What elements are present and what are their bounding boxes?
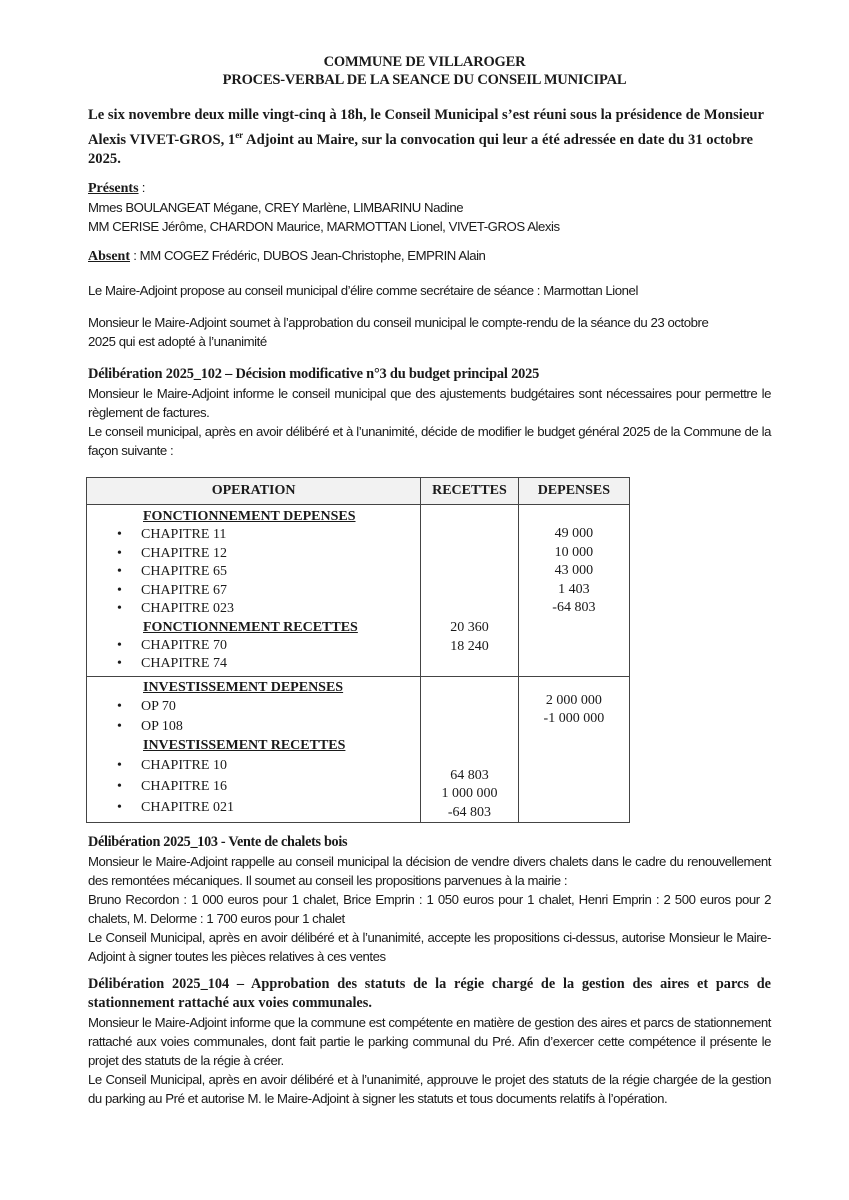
value-cell: 49 000 [554, 526, 594, 541]
intro-paragraph [88, 106, 771, 169]
list-item [87, 755, 420, 776]
presents-label: Présents [88, 181, 139, 196]
item-label: CHAPITRE 11 [141, 527, 227, 542]
item-label: CHAPITRE 16 [141, 778, 227, 794]
bullet-icon: • [117, 799, 122, 815]
delib-103-p2: Bruno Recordon : 1 000 euros pour 1 chalet, Brice Emprin : 1 050 euros pour 1 chalet, Henri Emprin : 2 500 euros pour 2 chalets, M. Delorme : 1 700 euros pour 1 chalet [88, 892, 771, 926]
bullet-icon: • [117, 601, 122, 616]
budget-table-header [87, 478, 630, 505]
list-item [87, 776, 420, 797]
delib-102-title: Délibération 2025_102 – Décision modificative n°3 du budget principal 2025 [88, 366, 540, 382]
value-cell: -64 803 [552, 600, 596, 615]
value-cell: 20 360 [450, 620, 489, 635]
approval-line-2: 2025 qui est adopté à l’unanimité [88, 334, 267, 349]
value-cell: -64 803 [447, 804, 492, 820]
value-cell: 1 000 000 [441, 786, 498, 801]
bullet-icon: • [117, 545, 122, 561]
value-cell: 10 000 [554, 544, 594, 560]
list-item [87, 637, 420, 656]
section-title: INVESTISSEMENT RECETTES [143, 737, 346, 753]
depenses-investissement [518, 676, 629, 823]
bullet-icon: • [117, 656, 122, 671]
item-label: CHAPITRE 67 [141, 582, 227, 598]
item-label: CHAPITRE 74 [141, 656, 227, 671]
absent-text: : MM COGEZ Frédéric, DUBOS Jean-Christophe, EMPRIN Alain [130, 248, 486, 263]
presents-block [88, 178, 771, 236]
item-label: CHAPITRE 023 [141, 601, 234, 616]
intro-line-1: Le six novembre deux mille vingt-cinq à 18h, le Conseil Municipal s’est réuni sous la présidence de Monsieur [88, 107, 764, 123]
item-label: CHAPITRE 021 [141, 799, 234, 815]
bullet-icon: • [117, 698, 122, 714]
list-item [87, 563, 420, 582]
value-cell: 1 403 [558, 581, 590, 597]
list-item [87, 526, 420, 545]
delib-104-title: Délibération 2025_104 – Approbation des statuts de la régie chargé de la gestion des aires et parcs de stationnement rattaché aux voies communales. [88, 976, 771, 1011]
absent-block [88, 246, 771, 266]
bullet-icon: • [117, 718, 122, 734]
intro-line-2 [88, 126, 771, 150]
intro-line-3: 2025. [88, 150, 121, 167]
item-label: CHAPITRE 65 [141, 564, 227, 579]
commune-title: COMMUNE DE VILLAROGER [323, 54, 526, 70]
item-label: OP 70 [141, 698, 176, 714]
delib-102-p2: Le conseil municipal, après en avoir délibéré et à l’unanimité, décide de modifier le budget général 2025 de la Commune de la façon suivante : [88, 424, 771, 458]
section-title: FONCTIONNEMENT RECETTES [143, 619, 358, 635]
operations-investissement [87, 676, 421, 823]
item-label: CHAPITRE 70 [141, 637, 227, 653]
recettes-investissement [421, 676, 519, 823]
delib-103-p3: Le Conseil Municipal, après en avoir délibéré et à l’unanimité, accepte les propositions ci-dessus, autorise Monsieur le Maire-Adjoint à signer toutes les pièces relatives à ces ventes [88, 930, 771, 964]
absent-label: Absent [88, 249, 131, 264]
intro-line-2b: Adjoint au Maire, sur la convocation qui leur a été adressée en date du 31 octobre [243, 131, 754, 148]
bullet-icon: • [117, 582, 122, 598]
delib-102-p1: Monsieur le Maire-Adjoint informe le conseil municipal que des ajustements budgétaires sont nécessaires pour permettre le règlement de factures. [88, 386, 771, 420]
list-item [87, 600, 420, 619]
recettes-fonctionnement [421, 505, 519, 677]
value-cell: -1 000 000 [543, 711, 605, 726]
value-cell: 64 803 [450, 767, 489, 783]
header-operation: OPERATION [87, 478, 421, 505]
bullet-icon: • [117, 757, 122, 773]
operations-fonctionnement [87, 505, 421, 677]
header-recettes: RECETTES [421, 478, 519, 505]
presents-suffix: : [138, 180, 145, 195]
bullet-icon: • [117, 637, 122, 653]
approval-line-1: Monsieur le Maire-Adjoint soumet à l’approbation du conseil municipal le compte-rendu de la séance du 23 octobre [88, 315, 709, 330]
item-label: OP 108 [141, 718, 183, 734]
list-item [87, 582, 420, 601]
value-cell: 43 000 [554, 563, 594, 578]
depenses-fonctionnement [518, 505, 629, 677]
delib-103-title: Délibération 2025_103 - Vente de chalets bois [88, 834, 348, 850]
delib-104-p2: Le Conseil Municipal, après en avoir délibéré et à l’unanimité, approuve le projet des statuts de la régie chargée de la gestion du parking au Pré et autorise M. le Maire-Adjoint à signer les statuts et tous documents relatifs à l’opération. [88, 1072, 771, 1106]
item-label: CHAPITRE 10 [141, 757, 227, 773]
delib-104-p1: Monsieur le Maire-Adjoint informe que la commune est compétente en matière de gestion des aires et parcs de stationnement rattaché aux voies communales, dont fait partie le parking communal du Pré. Afin d’exercer cette compétence il présente le projet des statuts de la régie à créer. [88, 1015, 771, 1068]
list-item [87, 717, 420, 737]
bullet-icon: • [117, 778, 122, 794]
secretary-paragraph: Le Maire-Adjoint propose au conseil municipal d’élire comme secrétaire de séance : Marmottan Lionel [88, 283, 638, 298]
budget-table [86, 477, 630, 823]
value-cell: 18 240 [450, 638, 489, 654]
list-item [87, 545, 420, 564]
document-title: PROCES-VERBAL DE LA SEANCE DU CONSEIL MUNICIPAL [222, 72, 627, 88]
header-depenses: DEPENSES [518, 478, 629, 505]
bullet-icon: • [117, 564, 122, 579]
value-cell: 2 000 000 [545, 692, 602, 708]
intro-line-2a: Alexis VIVET-GROS, 1 [88, 131, 236, 148]
presents-women: Mmes BOULANGEAT Mégane, CREY Marlène, LIMBARINU Nadine [88, 200, 464, 215]
approval-paragraph [88, 313, 771, 351]
budget-row-fonctionnement [87, 505, 630, 677]
budget-row-investissement [87, 676, 630, 823]
bullet-icon: • [117, 527, 122, 542]
item-label: CHAPITRE 12 [141, 545, 227, 561]
section-title: INVESTISSEMENT DEPENSES [143, 679, 344, 695]
list-item [87, 697, 420, 717]
list-item [87, 797, 420, 818]
delib-103-p1: Monsieur le Maire-Adjoint rappelle au conseil municipal la décision de vendre divers chalets dans le cadre du renouvellement des remontées mécaniques. Il soumet au conseil les propositions parvenues à la mairie : [88, 854, 771, 888]
intro-superscript: er [235, 129, 244, 140]
section-title: FONCTIONNEMENT DEPENSES [143, 509, 356, 524]
presents-men: MM CERISE Jérôme, CHARDON Maurice, MARMOTTAN Lionel, VIVET-GROS Alexis [88, 219, 560, 234]
list-item [87, 655, 420, 674]
